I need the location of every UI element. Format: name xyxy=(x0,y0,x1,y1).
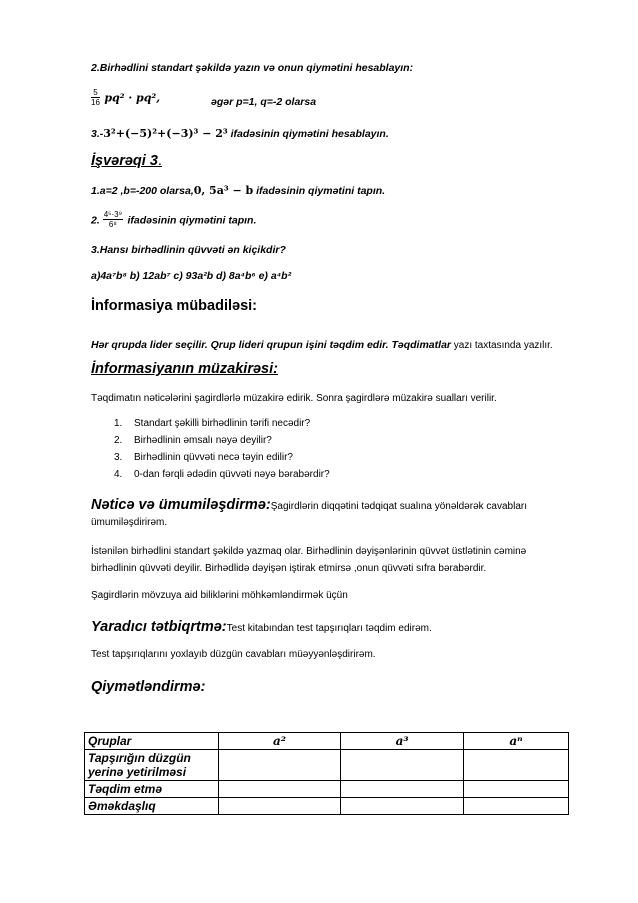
ws-task2-suffix: ifadəsinin qiymətini tapın. xyxy=(127,214,257,227)
table-cell[interactable] xyxy=(463,798,568,815)
worksheet-title xyxy=(91,153,162,169)
list-number: 3. xyxy=(114,452,123,463)
ws-task1-suffix: ifadəsinin qiymətini tapın. xyxy=(253,185,386,197)
list-text: 0-dan fərqli ədədin qüvvəti nəyə bərabərdir? xyxy=(134,469,330,480)
info-discussion-heading: İnformasiyanın müzakirəsi: xyxy=(91,361,278,377)
table-row xyxy=(85,750,569,781)
conclusion-text: Şagirdlərin diqqətini tədqiqat sualına yönəldərək cavabları xyxy=(270,501,527,512)
creative-heading: Yaradıcı tətbiqrtmə: xyxy=(91,619,227,635)
assessment-heading: Qiymətləndirmə: xyxy=(91,679,206,695)
paragraph-line: Şagirdlərin mövzuya aid biliklərini möhkəmləndirmək üçün xyxy=(91,590,348,601)
info-discussion-intro: Təqdimatın nəticələrini şagirdlərlə müzakirə edirik. Sonra şagirdlərə müzakirə sualları verilir. xyxy=(91,393,497,404)
list-text: Standart şəkilli birhədlinin tərifi necədir? xyxy=(134,418,311,429)
ws-task3-options: a)4a⁷b⁸ b) 12ab⁷ c) 93a²b d) 8a⁴b⁶ e) a⁴b² xyxy=(91,270,292,282)
fraction-numerator: 4⁵·3⁹ xyxy=(103,210,122,219)
table-cell[interactable] xyxy=(218,750,341,781)
task2-condition: əgər p=1, q=-2 olarsa xyxy=(211,96,317,108)
table-cell[interactable] xyxy=(463,781,568,798)
ws-task2-fraction xyxy=(103,210,123,229)
list-item xyxy=(114,452,293,463)
creative-text: Test kitabından test tapşırıqları təqdim edirəm. xyxy=(226,623,432,634)
task2-fraction xyxy=(91,88,100,107)
ws-task1-expression: 0, 5a³ − b xyxy=(193,184,254,197)
table-row-label: Əməkdaşlıq xyxy=(85,798,219,815)
task3 xyxy=(91,124,389,142)
task2-title: 2.Birhədlini standart şəkildə yazın və onun qiymətini hesablayın: xyxy=(91,62,414,74)
list-text: Birhədlinin əmsalı nəyə deyilir? xyxy=(134,435,272,446)
assessment-table xyxy=(84,732,569,815)
ws-task1 xyxy=(91,181,385,199)
task3-expression: 3²+(−5)²+(−3)³ − 2³ xyxy=(103,127,228,140)
table-cell[interactable] xyxy=(341,798,464,815)
info-exchange-text-plain: yazı taxtasında yazılır. xyxy=(451,340,553,351)
list-number: 2. xyxy=(114,435,123,446)
info-exchange-text xyxy=(91,335,553,353)
table-cell[interactable] xyxy=(463,750,568,781)
table-header-cell: a² xyxy=(218,733,341,750)
worksheet-title-text: İşvərəqi 3 xyxy=(91,153,158,169)
table-row-label: Tapşırığın düzgün yerinə yetirilməsi xyxy=(85,750,219,781)
task3-suffix: ifadəsinin qiymətini hesablayın. xyxy=(227,128,389,140)
ws-task1-prefix: 1.a=2 ,b=-200 olarsa, xyxy=(91,185,194,197)
creative-line2: Test tapşırıqlarını yoxlayıb düzgün cavabları müəyyənləşdirirəm. xyxy=(91,649,376,660)
list-item xyxy=(114,418,310,429)
table-header-row xyxy=(85,733,569,750)
conclusion-line xyxy=(91,496,527,514)
task3-prefix: 3.- xyxy=(91,128,104,140)
task2-monomial: pq² · pq², xyxy=(104,91,161,105)
fraction-numerator: 5 xyxy=(91,88,100,98)
paragraph-line: birhədlinin qüvvəti deyilir. Birhədlidə dəyişən iştirak etmirsə ,onun qüvvəti sıfra bərabərdir. xyxy=(91,563,487,574)
task2-expression xyxy=(91,88,317,108)
ws-task2 xyxy=(91,210,256,229)
table-cell[interactable] xyxy=(218,798,341,815)
ws-task3-question: 3.Hansı birhədlinin qüvvəti ən kiçikdir? xyxy=(91,244,286,256)
table-cell[interactable] xyxy=(341,750,464,781)
conclusion-text-cont: ümumiləşdirirəm. xyxy=(91,517,168,528)
list-text: Birhədlinin qüvvəti necə təyin edilir? xyxy=(134,452,293,463)
table-header-cell: aⁿ xyxy=(463,733,568,750)
table-header-cell: a³ xyxy=(341,733,464,750)
table-cell[interactable] xyxy=(218,781,341,798)
worksheet-title-dot: . xyxy=(157,153,162,169)
info-exchange-text-bold: Hər qrupda lider seçilir. Qrup lideri qrupun işini təqdim edir. Təqdimatlar xyxy=(91,339,451,351)
list-number: 1. xyxy=(114,418,123,429)
info-exchange-heading: İnformasiya mübadiləsi: xyxy=(91,298,257,314)
creative-line xyxy=(91,618,432,636)
table-header-cell: Qruplar xyxy=(85,733,219,750)
table-row xyxy=(85,781,569,798)
table-row-label: Təqdim etmə xyxy=(85,781,219,798)
paragraph-line: İstənilən birhədlini standart şəkildə yazmaq olar. Birhədlinin dəyişənlərinin qüvvət üstlətinin cəminə xyxy=(91,546,527,557)
list-item xyxy=(114,469,330,480)
table-row xyxy=(85,798,569,815)
fraction-denominator: 16 xyxy=(91,98,100,107)
table-cell[interactable] xyxy=(341,781,464,798)
fraction-denominator: 6⁸ xyxy=(108,220,117,229)
list-number: 4. xyxy=(114,469,123,480)
list-item xyxy=(114,435,272,446)
ws-task2-prefix: 2. xyxy=(91,214,103,227)
conclusion-heading: Nəticə və ümumiləşdirmə: xyxy=(91,497,271,513)
